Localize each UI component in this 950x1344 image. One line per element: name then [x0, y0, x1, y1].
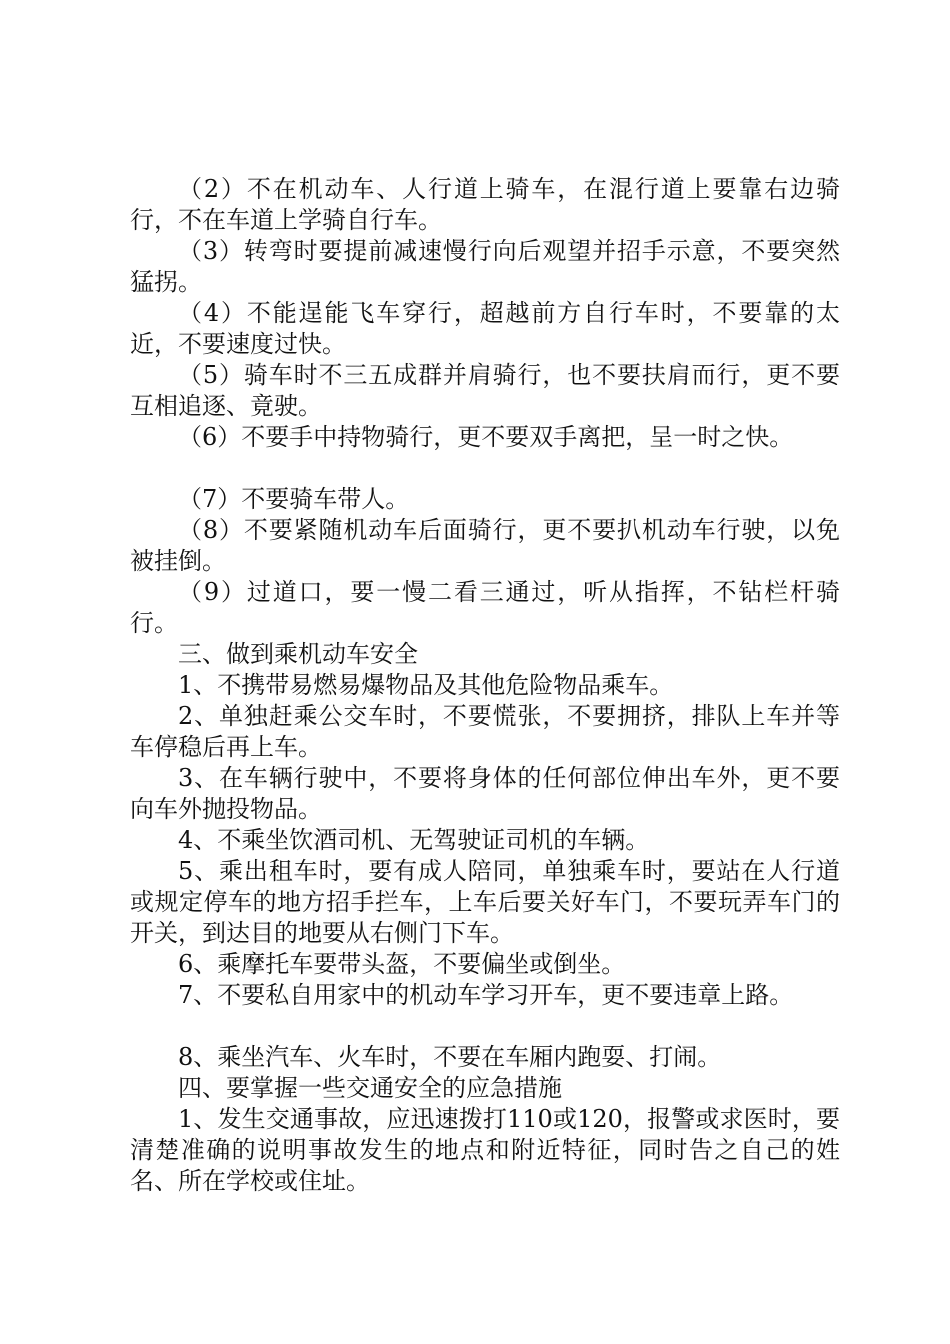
blank-line	[130, 453, 840, 484]
paragraph-rule-2: 2、单独赶乘公交车时，不要慌张，不要拥挤，排队上车并等车停稳后再上车。	[130, 702, 840, 761]
blank-line	[130, 1011, 840, 1042]
paragraph-rule-5: 5、乘出租车时，要有成人陪同，单独乘车时，要站在人行道或规定停车的地方招手拦车，上车后要关好车门，不要玩弄车门的开关，到达目的地要从右侧门下车。	[130, 857, 840, 947]
paragraph-rule-4: 4、不乘坐饮酒司机、无驾驶证司机的车辆。	[178, 826, 650, 854]
paragraph-rule-3: 3、在车辆行驶中，不要将身体的任何部位伸出车外，更不要向车外抛投物品。	[130, 764, 840, 823]
paragraph-item-3: （3）转弯时要提前减速慢行向后观望并招手示意，不要突然猛拐。	[130, 237, 840, 296]
paragraph-rule-7: 7、不要私自用家中的机动车学习开车，更不要违章上路。	[178, 981, 794, 1009]
paragraph-item-4: （4）不能逞能飞车穿行，超越前方自行车时，不要靠的太近，不要速度过快。	[130, 299, 840, 358]
paragraph-item-2: （2）不在机动车、人行道上骑车，在混行道上要靠右边骑行，不在车道上学骑自行车。	[130, 175, 840, 234]
paragraph-item-8: （8）不要紧随机动车后面骑行，更不要扒机动车行驶，以免被挂倒。	[130, 516, 840, 575]
paragraph-item-9: （9）过道口，要一慢二看三通过，听从指挥，不钻栏杆骑行。	[130, 578, 840, 637]
document-body	[130, 174, 840, 1197]
paragraph-rule-6: 6、乘摩托车要带头盔，不要偏坐或倒坐。	[178, 950, 626, 978]
paragraph-item-7: （7）不要骑车带人。	[178, 485, 410, 513]
paragraph-emergency-1: 1、发生交通事故，应迅速拨打110或120，报警或求医时，要清楚准确的说明事故发生的地点和附近特征，同时告之自己的姓名、所在学校或住址。	[130, 1105, 840, 1195]
paragraph-rule-8: 8、乘坐汽车、火车时，不要在车厢内跑耍、打闹。	[178, 1043, 722, 1071]
section-heading-4: 四、要掌握一些交通安全的应急措施	[178, 1074, 562, 1102]
section-heading-3: 三、做到乘机动车安全	[178, 640, 418, 668]
paragraph-item-5: （5）骑车时不三五成群并肩骑行，也不要扶肩而行，更不要互相追逐、竟驶。	[130, 361, 840, 420]
paragraph-item-6: （6）不要手中持物骑行，更不要双手离把，呈一时之快。	[178, 423, 794, 451]
paragraph-rule-1: 1、不携带易燃易爆物品及其他危险物品乘车。	[178, 671, 674, 699]
